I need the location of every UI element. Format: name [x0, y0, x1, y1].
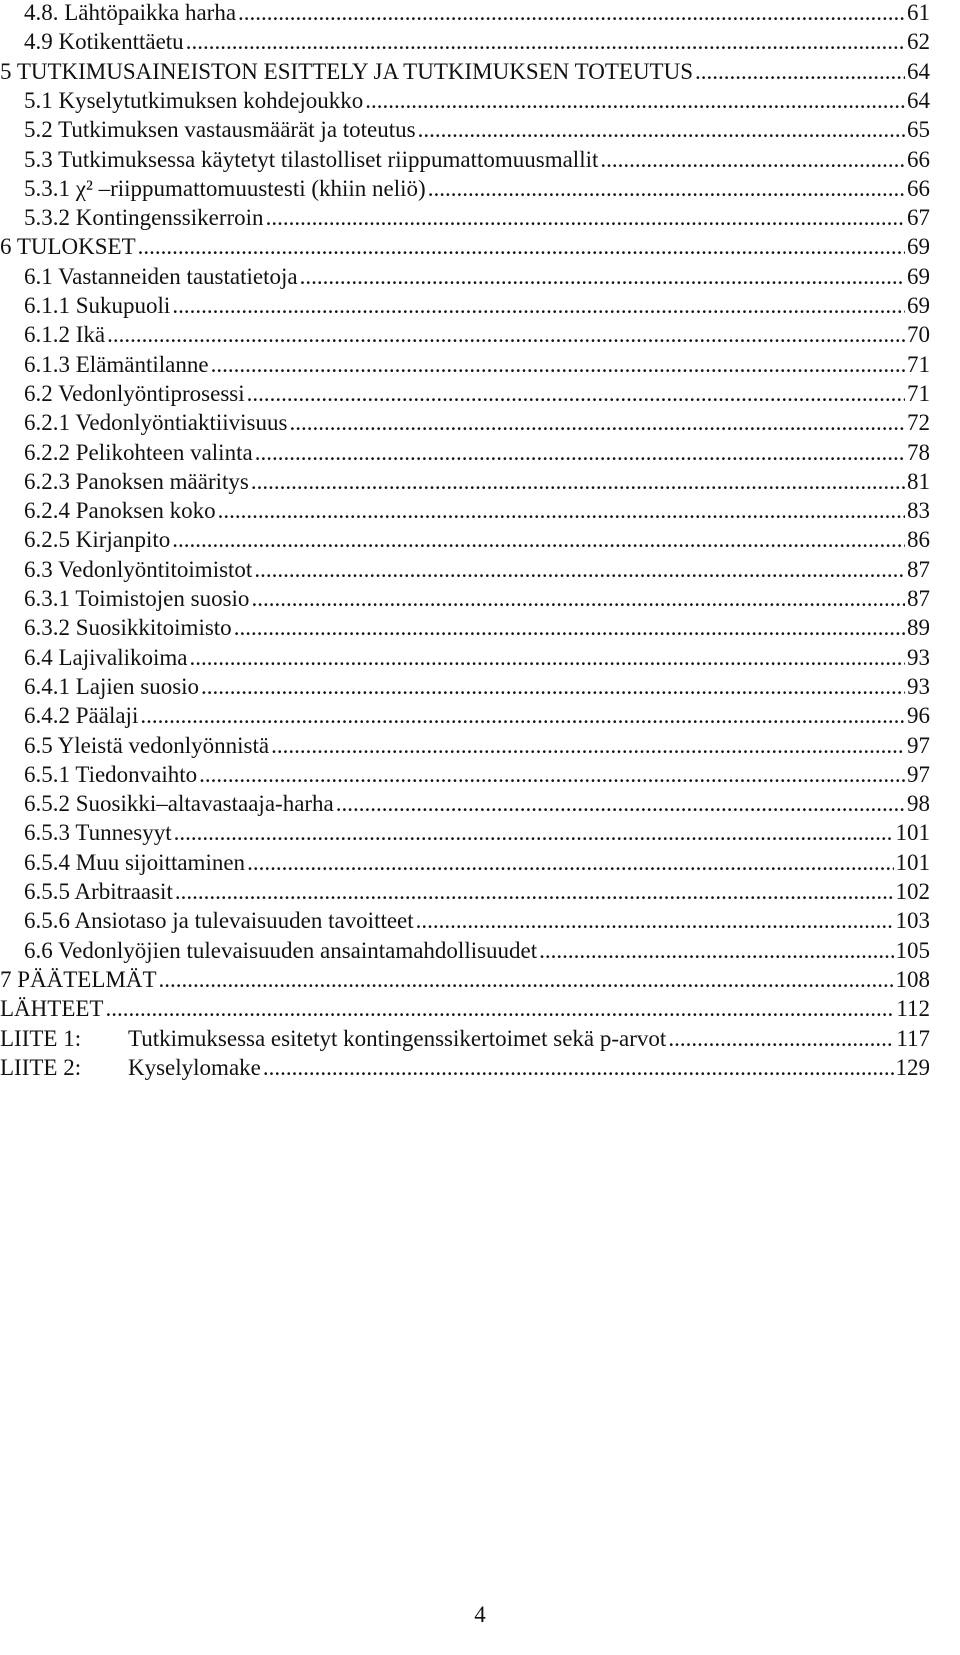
dot-leader	[365, 86, 905, 116]
toc-entry-page: 93	[907, 673, 930, 699]
toc-entry-page: 96	[907, 703, 930, 729]
toc-entry[interactable]	[0, 379, 930, 409]
toc-entry-title: 4.8. Lähtöpaikka harha	[24, 0, 237, 25]
toc-entry[interactable]	[0, 27, 930, 57]
toc-entry-title: Kyselylomake	[128, 1054, 261, 1080]
toc-entry-page: 105	[895, 937, 930, 963]
dot-leader	[247, 379, 905, 409]
dot-leader	[199, 760, 905, 790]
toc-entry-title: 6.2.3 Panoksen määritys	[24, 468, 249, 494]
dot-leader	[174, 818, 894, 848]
toc-entry-page: 64	[907, 87, 930, 113]
toc-entry[interactable]	[0, 467, 930, 497]
appendix-number: LIITE 1:	[0, 1025, 82, 1051]
dot-leader	[254, 555, 905, 585]
dot-leader	[418, 115, 905, 145]
toc-entry-title: 5.2 Tutkimuksen vastausmäärät ja toteutus	[24, 117, 416, 143]
toc-entry[interactable]	[0, 350, 930, 380]
toc-entry[interactable]	[0, 232, 930, 262]
toc-entry-page: 64	[907, 58, 930, 84]
toc-entry-label	[24, 877, 173, 907]
dot-leader	[247, 848, 893, 878]
toc-entry-label	[24, 555, 252, 585]
toc-entry-title: 6.1 Vastanneiden taustatietoja	[24, 263, 298, 289]
toc-entry[interactable]	[0, 408, 930, 438]
toc-entry-label	[24, 818, 172, 848]
toc-entry[interactable]	[0, 672, 930, 702]
toc-entry-page: 67	[907, 205, 930, 231]
toc-entry-label	[24, 379, 245, 409]
toc-entry-label	[24, 936, 537, 966]
toc-entry[interactable]	[0, 555, 930, 585]
toc-entry-page: 101	[895, 820, 930, 846]
toc-entry-page: 69	[907, 234, 930, 260]
dot-leader	[289, 408, 905, 438]
toc-entry[interactable]	[0, 818, 930, 848]
toc-entry[interactable]	[0, 438, 930, 468]
toc-entry-title: 6.5 Yleistä vedonlyönnistä	[24, 732, 270, 758]
toc-entry-label	[24, 145, 598, 175]
toc-entry-title: 6.4 Lajivalikoima	[24, 644, 188, 670]
toc-entry[interactable]	[0, 262, 930, 292]
dot-leader	[172, 291, 905, 321]
toc-entry-label	[24, 174, 426, 204]
toc-entry-page: 112	[896, 996, 930, 1022]
toc-entry-page: 129	[895, 1054, 930, 1080]
toc-entry-title: 6.5.3 Tunnesyyt	[24, 820, 172, 846]
toc-entry-page: 117	[896, 1025, 930, 1051]
toc-entry-label	[24, 408, 287, 438]
toc-entry-page: 62	[907, 29, 930, 55]
toc-entry[interactable]	[0, 584, 930, 614]
toc-entry-page: 89	[907, 615, 930, 641]
toc-entry-page: 98	[907, 791, 930, 817]
page-number: 4	[474, 1602, 486, 1627]
toc-entry-page: 83	[907, 498, 930, 524]
dot-leader	[186, 27, 905, 57]
toc-entry[interactable]	[0, 613, 930, 643]
toc-entry-label	[0, 965, 157, 995]
toc-entry-page: 97	[907, 761, 930, 787]
toc-entry[interactable]	[0, 701, 930, 731]
toc-entry-label	[24, 291, 170, 321]
toc-entry-title: 5.3.2 Kontingenssikerroin	[24, 205, 264, 231]
toc-entry[interactable]	[0, 115, 930, 145]
toc-entry-title: 6.2.2 Pelikohteen valinta	[24, 439, 253, 465]
toc-entry-title: 5.3.1 χ² –riippumattomuustesti (khiin neliö)	[24, 175, 426, 201]
toc-entry-label	[0, 232, 136, 262]
toc-entry-title: 6.1.3 Elämäntilanne	[24, 351, 209, 377]
toc-entry-label	[24, 262, 298, 292]
toc-entry-label	[24, 584, 249, 614]
toc-entry[interactable]	[0, 643, 930, 673]
toc-entry[interactable]	[0, 203, 930, 233]
toc-entry-page: 78	[907, 439, 930, 465]
toc-entry-label	[24, 467, 249, 497]
toc-entry-page: 101	[895, 849, 930, 875]
dot-leader	[201, 672, 905, 702]
toc-entry-title: 5 TUTKIMUSAINEISTON ESITTELY JA TUTKIMUKSEN TOTEUTUS	[0, 58, 694, 84]
dot-leader	[105, 994, 894, 1024]
dot-leader	[140, 701, 905, 731]
toc-entry-page: 69	[907, 263, 930, 289]
toc-entry-page: 69	[907, 293, 930, 318]
toc-entry-page: 66	[907, 175, 930, 201]
dot-leader	[539, 936, 893, 966]
toc-entry-title: 6.1.2 Ikä	[24, 322, 106, 348]
toc-entry[interactable]	[0, 496, 930, 526]
toc-entry[interactable]	[0, 760, 930, 790]
toc-entry-page: 61	[907, 0, 930, 25]
toc-entry-label	[24, 613, 232, 643]
toc-entry[interactable]	[0, 174, 930, 204]
toc-entry-label	[24, 438, 253, 468]
dot-leader	[263, 1053, 894, 1083]
toc-entry-title: 6.3 Vedonlyöntitoimistot	[24, 556, 253, 582]
dot-leader	[695, 57, 905, 87]
toc-entry-title: 6 TULOKSET	[0, 234, 136, 260]
toc-entry-title: 6.5.4 Muu sijoittaminen	[24, 849, 246, 875]
toc-entry[interactable]	[0, 525, 930, 555]
dot-leader	[251, 467, 905, 497]
toc-entry-title: 6.3.1 Toimistojen suosio	[24, 586, 250, 611]
toc-entry-title: 6.5.1 Tiedonvaihto	[24, 761, 198, 787]
appendix-number: LIITE 2:	[0, 1054, 82, 1080]
toc-entry-label	[0, 1053, 261, 1083]
toc-entry-label	[24, 760, 197, 790]
dot-leader	[271, 731, 905, 761]
dot-leader	[600, 145, 905, 175]
toc-entry-label	[0, 1024, 666, 1054]
toc-entry-page: 102	[895, 879, 930, 904]
toc-entry[interactable]	[0, 731, 930, 761]
toc-entry-title: 6.2.5 Kirjanpito	[24, 527, 171, 553]
toc-entry[interactable]	[0, 145, 930, 175]
toc-entry-title: LÄHTEET	[0, 996, 104, 1022]
toc-entry-title: 6.1.1 Sukupuoli	[24, 293, 171, 318]
toc-entry-label	[24, 731, 269, 761]
toc-entry[interactable]	[0, 291, 930, 321]
toc-entry-title: 6.2.4 Panoksen koko	[24, 498, 216, 524]
toc-entry-page: 72	[907, 410, 930, 436]
toc-entry-page: 87	[907, 556, 930, 582]
toc-entry-page: 97	[907, 732, 930, 758]
dot-leader	[211, 350, 905, 380]
dot-leader	[255, 438, 905, 468]
toc-entry-label	[0, 994, 103, 1024]
toc-entry-label	[24, 848, 245, 878]
toc-entry-title: 4.9 Kotikenttäetu	[24, 29, 184, 55]
toc-entry[interactable]	[0, 906, 930, 936]
toc-entry-page: 87	[907, 586, 930, 611]
dot-leader	[159, 965, 894, 995]
toc-entry-page: 86	[907, 527, 930, 553]
toc-entry-label	[24, 672, 199, 702]
toc-entry-title: 6.5.2 Suosikki–altavastaaja-harha	[24, 791, 334, 817]
dot-leader	[190, 643, 905, 673]
toc-entry-title: 6.5.6 Ansiotaso ja tulevaisuuden tavoitteet	[24, 908, 414, 934]
toc-entry[interactable]	[0, 848, 930, 878]
toc-entry-page: 108	[895, 966, 930, 992]
dot-leader	[336, 789, 905, 819]
toc-entry[interactable]	[0, 0, 930, 28]
toc-entry-page: 70	[907, 322, 930, 348]
toc-entry[interactable]	[0, 1024, 930, 1054]
toc-entry-label	[24, 789, 334, 819]
toc-entry-label	[24, 320, 105, 350]
toc-entry[interactable]	[0, 877, 930, 907]
toc-entry-label	[24, 0, 236, 28]
toc-entry-title: 6.5.5 Arbitraasit	[24, 879, 173, 904]
dot-leader	[300, 262, 905, 292]
toc-entry-page: 66	[907, 146, 930, 172]
toc-entry-label	[24, 906, 414, 936]
toc-entry-page: 81	[907, 468, 930, 494]
toc-entry-label	[24, 115, 416, 145]
toc-entry-label	[0, 57, 693, 87]
dot-leader	[251, 584, 905, 614]
dot-leader	[175, 877, 894, 907]
toc-entry-label	[24, 496, 216, 526]
toc-entry[interactable]	[0, 57, 930, 87]
dot-leader	[107, 320, 905, 350]
toc-entry-label	[24, 86, 363, 116]
toc-entry-title: Tutkimuksessa esitetyt kontingenssikertoimet sekä p-arvot	[128, 1025, 667, 1051]
toc-entry-title: 6.2.1 Vedonlyöntiaktiivisuus	[24, 410, 288, 436]
toc-entry-title: 5.3 Tutkimuksessa käytetyt tilastolliset riippumattomuusmallit	[24, 146, 599, 172]
toc-entry-page: 65	[907, 117, 930, 143]
dot-leader	[172, 525, 905, 555]
toc-entry[interactable]	[0, 320, 930, 350]
toc-entry[interactable]	[0, 994, 930, 1024]
toc-entry-page: 71	[907, 380, 930, 406]
dot-leader	[668, 1024, 894, 1054]
toc-entry-label	[24, 525, 170, 555]
toc-entry-label	[24, 643, 188, 673]
dot-leader	[138, 232, 905, 262]
toc-entry-title: 6.4.2 Päälaji	[24, 703, 139, 729]
toc-entry-page: 103	[895, 908, 930, 934]
toc-entry-label	[24, 701, 138, 731]
toc-entry-label	[24, 203, 264, 233]
toc-entry[interactable]	[0, 936, 930, 966]
toc-entry-page: 71	[907, 351, 930, 377]
toc-entry[interactable]	[0, 1053, 930, 1083]
toc-entry-title: 6.6 Vedonlyöjien tulevaisuuden ansaintamahdollisuudet	[24, 937, 538, 963]
dot-leader	[238, 0, 905, 28]
toc-entry-label	[24, 27, 184, 57]
dot-leader	[428, 174, 905, 204]
toc-entry-label	[24, 350, 209, 380]
toc-entry[interactable]	[0, 86, 930, 116]
dot-leader	[416, 906, 894, 936]
dot-leader	[234, 613, 905, 643]
toc-entry-title: 6.3.2 Suosikkitoimisto	[24, 615, 232, 641]
toc-entry[interactable]	[0, 965, 930, 995]
toc-entry-title: 6.2 Vedonlyöntiprosessi	[24, 380, 245, 406]
toc-entry-title: 5.1 Kyselytutkimuksen kohdejoukko	[24, 87, 364, 113]
toc-entry[interactable]	[0, 789, 930, 819]
dot-leader	[218, 496, 905, 526]
toc-entry-page: 93	[907, 644, 930, 670]
dot-leader	[266, 203, 905, 233]
toc-entry-title: 6.4.1 Lajien suosio	[24, 673, 200, 699]
toc-entry-title: 7 PÄÄTELMÄT	[0, 966, 157, 992]
